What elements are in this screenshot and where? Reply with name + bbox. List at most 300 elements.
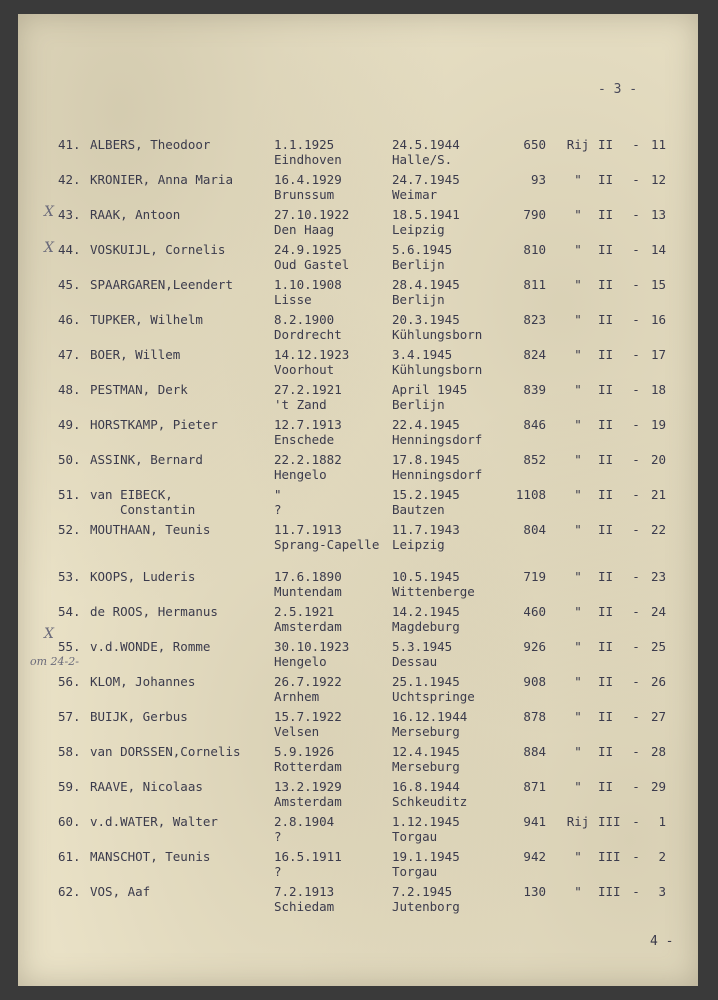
row-dash: - <box>632 137 640 152</box>
person-name-line1: ASSINK, Bernard <box>90 452 203 467</box>
death-place: Uchtspringe <box>392 689 475 704</box>
birth-info <box>274 849 389 879</box>
death-info <box>392 172 507 202</box>
record-number: 46. <box>58 312 81 327</box>
death-info <box>392 849 507 879</box>
row-prefix: " <box>574 347 582 362</box>
death-info <box>392 709 507 739</box>
person-name <box>90 417 270 432</box>
row-prefix: " <box>574 849 582 864</box>
birth-info <box>274 709 389 739</box>
row-prefix: " <box>574 744 582 759</box>
death-date: 5.3.1945 <box>392 639 453 654</box>
death-place: Torgau <box>392 829 438 844</box>
death-date: 11.7.1943 <box>392 522 460 537</box>
row-dash: - <box>632 569 640 584</box>
row-prefix: " <box>574 417 582 432</box>
row-prefix: " <box>574 639 582 654</box>
person-name <box>90 744 270 759</box>
birth-info <box>274 604 389 634</box>
death-place: Henningsdorf <box>392 432 483 447</box>
record-code: 908 <box>523 674 546 689</box>
row-sequence: 20 <box>650 452 666 467</box>
record-code: 846 <box>523 417 546 432</box>
death-info <box>392 487 507 517</box>
record-number: 58. <box>58 744 81 759</box>
record-code: 460 <box>523 604 546 619</box>
death-date: 18.5.1941 <box>392 207 460 222</box>
person-name-line1: HORSTKAMP, Pieter <box>90 417 218 432</box>
death-info <box>392 347 507 377</box>
birth-place: Hengelo <box>274 467 327 482</box>
birth-info <box>274 744 389 774</box>
person-name <box>90 604 270 619</box>
birth-place: Oud Gastel <box>274 257 350 272</box>
row-group: III <box>598 849 621 864</box>
record-code: 871 <box>523 779 546 794</box>
record-number: 59. <box>58 779 81 794</box>
row-group: II <box>598 487 614 502</box>
birth-place: Brunssum <box>274 187 335 202</box>
row-prefix: Rij <box>566 814 590 829</box>
row-group: II <box>598 744 614 759</box>
row-group: II <box>598 522 614 537</box>
birth-date: 16.5.1911 <box>274 849 342 864</box>
death-info <box>392 674 507 704</box>
death-date: 28.4.1945 <box>392 277 460 292</box>
birth-place: Voorhout <box>274 362 335 377</box>
row-sequence: 27 <box>650 709 666 724</box>
person-name <box>90 849 270 864</box>
person-name <box>90 312 270 327</box>
birth-info <box>274 674 389 704</box>
birth-date: 15.7.1922 <box>274 709 342 724</box>
row-sequence: 25 <box>650 639 666 654</box>
person-name <box>90 487 270 517</box>
birth-info <box>274 207 389 237</box>
record-code: 790 <box>523 207 546 222</box>
person-name-line1: TUPKER, Wilhelm <box>90 312 203 327</box>
record-code: 719 <box>523 569 546 584</box>
row-dash: - <box>632 522 640 537</box>
death-date: 15.2.1945 <box>392 487 460 502</box>
person-name-line1: RAAK, Antoon <box>90 207 181 222</box>
record-number: 60. <box>58 814 81 829</box>
record-code: 824 <box>523 347 546 362</box>
birth-place: Enschede <box>274 432 335 447</box>
birth-date: 2.8.1904 <box>274 814 335 829</box>
next-page-number: 4 - <box>650 934 674 949</box>
row-prefix: " <box>574 452 582 467</box>
row-group: II <box>598 207 614 222</box>
death-info <box>392 207 507 237</box>
birth-info <box>274 277 389 307</box>
birth-info <box>274 522 389 552</box>
row-group: II <box>598 172 614 187</box>
record-code: 130 <box>523 884 546 899</box>
record-code: 926 <box>523 639 546 654</box>
birth-date: 14.12.1923 <box>274 347 350 362</box>
death-info <box>392 779 507 809</box>
birth-info <box>274 312 389 342</box>
birth-info <box>274 347 389 377</box>
row-dash: - <box>632 382 640 397</box>
death-place: Dessau <box>392 654 438 669</box>
row-prefix: " <box>574 674 582 689</box>
death-info <box>392 884 507 914</box>
person-name-line1: KRONIER, Anna Maria <box>90 172 233 187</box>
birth-date: 30.10.1923 <box>274 639 350 654</box>
death-place: Merseburg <box>392 724 460 739</box>
record-number: 52. <box>58 522 81 537</box>
record-number: 43. <box>58 207 81 222</box>
death-date: 20.3.1945 <box>392 312 460 327</box>
birth-place: Arnhem <box>274 689 320 704</box>
birth-place: 't Zand <box>274 397 327 412</box>
birth-date: 2.5.1921 <box>274 604 335 619</box>
person-name-line1: VOS, Aaf <box>90 884 151 899</box>
row-prefix: " <box>574 884 582 899</box>
death-place: Berlijn <box>392 397 445 412</box>
death-place: Schkeuditz <box>392 794 468 809</box>
death-place: Bautzen <box>392 502 445 517</box>
handwritten-mark: X <box>44 626 54 642</box>
person-name <box>90 242 270 257</box>
birth-date: 1.1.1925 <box>274 137 335 152</box>
row-group: II <box>598 417 614 432</box>
birth-date: 27.2.1921 <box>274 382 342 397</box>
person-name <box>90 569 270 584</box>
death-date: 24.7.1945 <box>392 172 460 187</box>
row-sequence: 1 <box>658 814 666 829</box>
row-prefix: " <box>574 709 582 724</box>
row-dash: - <box>632 207 640 222</box>
row-sequence: 22 <box>650 522 666 537</box>
row-dash: - <box>632 277 640 292</box>
record-number: 45. <box>58 277 81 292</box>
record-code: 878 <box>523 709 546 724</box>
birth-date: 1.10.1908 <box>274 277 342 292</box>
row-dash: - <box>632 674 640 689</box>
death-info <box>392 312 507 342</box>
record-number: 53. <box>58 569 81 584</box>
birth-date: 8.2.1900 <box>274 312 335 327</box>
person-name <box>90 709 270 724</box>
row-sequence: 29 <box>650 779 666 794</box>
row-group: II <box>598 277 614 292</box>
birth-date: 27.10.1922 <box>274 207 350 222</box>
row-sequence: 13 <box>650 207 666 222</box>
row-prefix: " <box>574 604 582 619</box>
record-code: 811 <box>523 277 546 292</box>
row-sequence: 28 <box>650 744 666 759</box>
row-group: II <box>598 382 614 397</box>
birth-place: Den Haag <box>274 222 335 237</box>
row-prefix: " <box>574 779 582 794</box>
row-group: II <box>598 709 614 724</box>
birth-date: 17.6.1890 <box>274 569 342 584</box>
person-name <box>90 674 270 689</box>
birth-place: Amsterdam <box>274 619 342 634</box>
row-dash: - <box>632 452 640 467</box>
birth-place: Velsen <box>274 724 320 739</box>
record-number: 54. <box>58 604 81 619</box>
birth-info <box>274 487 389 517</box>
birth-place: Eindhoven <box>274 152 342 167</box>
person-name <box>90 884 270 899</box>
person-name-line1: de ROOS, Hermanus <box>90 604 218 619</box>
row-group: II <box>598 779 614 794</box>
person-name-line2: Constantin <box>120 502 196 517</box>
row-sequence: 16 <box>650 312 666 327</box>
row-prefix: " <box>574 242 582 257</box>
death-place: Leipzig <box>392 537 445 552</box>
row-prefix: " <box>574 569 582 584</box>
death-date: 16.8.1944 <box>392 779 460 794</box>
record-code: 942 <box>523 849 546 864</box>
row-dash: - <box>632 604 640 619</box>
death-info <box>392 569 507 599</box>
death-place: Weimar <box>392 187 438 202</box>
death-info <box>392 522 507 552</box>
row-sequence: 17 <box>650 347 666 362</box>
handwritten-mark: X <box>44 204 54 220</box>
row-prefix: " <box>574 382 582 397</box>
death-date: 7.2.1945 <box>392 884 453 899</box>
person-name-line1: RAAVE, Nicolaas <box>90 779 203 794</box>
record-code: 93 <box>530 172 546 187</box>
person-name-line1: VOSKUIJL, Cornelis <box>90 242 226 257</box>
person-name <box>90 779 270 794</box>
row-sequence: 18 <box>650 382 666 397</box>
page-number: - 3 - <box>598 82 638 97</box>
row-sequence: 24 <box>650 604 666 619</box>
row-group: II <box>598 137 614 152</box>
row-dash: - <box>632 884 640 899</box>
birth-info <box>274 569 389 599</box>
record-code: 810 <box>523 242 546 257</box>
row-prefix: " <box>574 522 582 537</box>
death-date: 10.5.1945 <box>392 569 460 584</box>
birth-date: 11.7.1913 <box>274 522 342 537</box>
row-dash: - <box>632 487 640 502</box>
row-sequence: 19 <box>650 417 666 432</box>
death-place: Jutenborg <box>392 899 460 914</box>
birth-date: 13.2.1929 <box>274 779 342 794</box>
row-prefix: " <box>574 487 582 502</box>
birth-info <box>274 382 389 412</box>
person-name <box>90 382 270 397</box>
birth-place: ? <box>274 829 282 844</box>
death-place: Henningsdorf <box>392 467 483 482</box>
death-place: Leipzig <box>392 222 445 237</box>
record-number: 42. <box>58 172 81 187</box>
death-info <box>392 137 507 167</box>
death-place: Wittenberge <box>392 584 475 599</box>
row-dash: - <box>632 639 640 654</box>
row-sequence: 3 <box>658 884 666 899</box>
birth-info <box>274 639 389 669</box>
person-name <box>90 639 270 654</box>
row-sequence: 21 <box>650 487 666 502</box>
record-number: 61. <box>58 849 81 864</box>
row-group: II <box>598 312 614 327</box>
birth-place: Dordrecht <box>274 327 342 342</box>
birth-place: Schiedam <box>274 899 335 914</box>
birth-info <box>274 242 389 272</box>
row-dash: - <box>632 312 640 327</box>
birth-place: ? <box>274 502 282 517</box>
person-name-line1: SPAARGAREN,Leendert <box>90 277 233 292</box>
row-group: II <box>598 242 614 257</box>
person-name-line1: v.d.WONDE, Romme <box>90 639 211 654</box>
birth-info <box>274 814 389 844</box>
death-info <box>392 452 507 482</box>
birth-date: 16.4.1929 <box>274 172 342 187</box>
person-name <box>90 277 270 292</box>
record-number: 51. <box>58 487 81 502</box>
row-prefix: " <box>574 207 582 222</box>
death-date: 3.4.1945 <box>392 347 453 362</box>
record-number: 57. <box>58 709 81 724</box>
birth-info <box>274 172 389 202</box>
row-prefix: " <box>574 312 582 327</box>
record-code: 823 <box>523 312 546 327</box>
record-number: 48. <box>58 382 81 397</box>
row-prefix: " <box>574 172 582 187</box>
row-group: II <box>598 452 614 467</box>
record-code: 839 <box>523 382 546 397</box>
birth-info <box>274 779 389 809</box>
person-name-line1: van DORSSEN,Cornelis <box>90 744 241 759</box>
row-group: II <box>598 604 614 619</box>
row-dash: - <box>632 709 640 724</box>
birth-date: 7.2.1913 <box>274 884 335 899</box>
birth-info <box>274 884 389 914</box>
row-group: II <box>598 674 614 689</box>
person-name <box>90 172 270 187</box>
death-date: 1.12.1945 <box>392 814 460 829</box>
birth-place: ? <box>274 864 282 879</box>
death-date: 5.6.1945 <box>392 242 453 257</box>
person-name-line1: KLOM, Johannes <box>90 674 196 689</box>
birth-place: Sprang-Capelle <box>274 537 380 552</box>
row-sequence: 11 <box>650 137 666 152</box>
death-place: Merseburg <box>392 759 460 774</box>
row-sequence: 15 <box>650 277 666 292</box>
birth-place: Hengelo <box>274 654 327 669</box>
handwritten-mark: X <box>44 240 54 256</box>
death-date: 19.1.1945 <box>392 849 460 864</box>
person-name <box>90 522 270 537</box>
record-number: 55. <box>58 639 81 654</box>
death-info <box>392 814 507 844</box>
person-name-line1: BOER, Willem <box>90 347 181 362</box>
handwritten-note: om 24-2- <box>30 655 79 668</box>
death-date: 25.1.1945 <box>392 674 460 689</box>
person-name <box>90 207 270 222</box>
person-name <box>90 137 270 152</box>
row-group: III <box>598 884 621 899</box>
death-info <box>392 604 507 634</box>
record-code: 804 <box>523 522 546 537</box>
death-info <box>392 639 507 669</box>
death-place: Berlijn <box>392 292 445 307</box>
birth-info <box>274 137 389 167</box>
person-name-line1: MANSCHOT, Teunis <box>90 849 211 864</box>
person-name-line1: BUIJK, Gerbus <box>90 709 188 724</box>
birth-place: Lisse <box>274 292 312 307</box>
record-number: 62. <box>58 884 81 899</box>
record-code: 1108 <box>515 487 546 502</box>
person-name <box>90 814 270 829</box>
row-dash: - <box>632 779 640 794</box>
row-sequence: 26 <box>650 674 666 689</box>
person-name-line1: van EIBECK, <box>90 487 173 502</box>
death-place: Torgau <box>392 864 438 879</box>
death-date: 22.4.1945 <box>392 417 460 432</box>
record-number: 47. <box>58 347 81 362</box>
birth-place: Amsterdam <box>274 794 342 809</box>
row-dash: - <box>632 242 640 257</box>
death-info <box>392 242 507 272</box>
death-info <box>392 382 507 412</box>
person-name-line1: v.d.WATER, Walter <box>90 814 218 829</box>
birth-place: Muntendam <box>274 584 342 599</box>
row-group: II <box>598 569 614 584</box>
death-place: Kühlungsborn <box>392 362 483 377</box>
birth-date: 24.9.1925 <box>274 242 342 257</box>
person-name-line1: ALBERS, Theodoor <box>90 137 211 152</box>
row-group: II <box>598 347 614 362</box>
birth-info <box>274 417 389 447</box>
death-date: 14.2.1945 <box>392 604 460 619</box>
death-place: Berlijn <box>392 257 445 272</box>
birth-info <box>274 452 389 482</box>
birth-date: 12.7.1913 <box>274 417 342 432</box>
record-number: 44. <box>58 242 81 257</box>
person-name <box>90 347 270 362</box>
person-name-line1: MOUTHAAN, Teunis <box>90 522 211 537</box>
death-place: Halle/S. <box>392 152 453 167</box>
death-place: Kühlungsborn <box>392 327 483 342</box>
person-name-line1: PESTMAN, Derk <box>90 382 188 397</box>
row-dash: - <box>632 417 640 432</box>
row-prefix: " <box>574 277 582 292</box>
record-number: 56. <box>58 674 81 689</box>
death-info <box>392 277 507 307</box>
record-code: 650 <box>523 137 546 152</box>
birth-date: 26.7.1922 <box>274 674 342 689</box>
row-group: III <box>598 814 621 829</box>
birth-date: 22.2.1882 <box>274 452 342 467</box>
death-date: April 1945 <box>392 382 468 397</box>
person-name <box>90 452 270 467</box>
row-sequence: 12 <box>650 172 666 187</box>
birth-place: Rotterdam <box>274 759 342 774</box>
birth-date: 5.9.1926 <box>274 744 335 759</box>
birth-date: " <box>274 487 282 502</box>
row-sequence: 14 <box>650 242 666 257</box>
death-date: 12.4.1945 <box>392 744 460 759</box>
person-name-line1: KOOPS, Luderis <box>90 569 196 584</box>
record-number: 50. <box>58 452 81 467</box>
row-prefix: Rij <box>566 137 590 152</box>
record-code: 884 <box>523 744 546 759</box>
death-info <box>392 744 507 774</box>
record-number: 41. <box>58 137 81 152</box>
record-code: 941 <box>523 814 546 829</box>
